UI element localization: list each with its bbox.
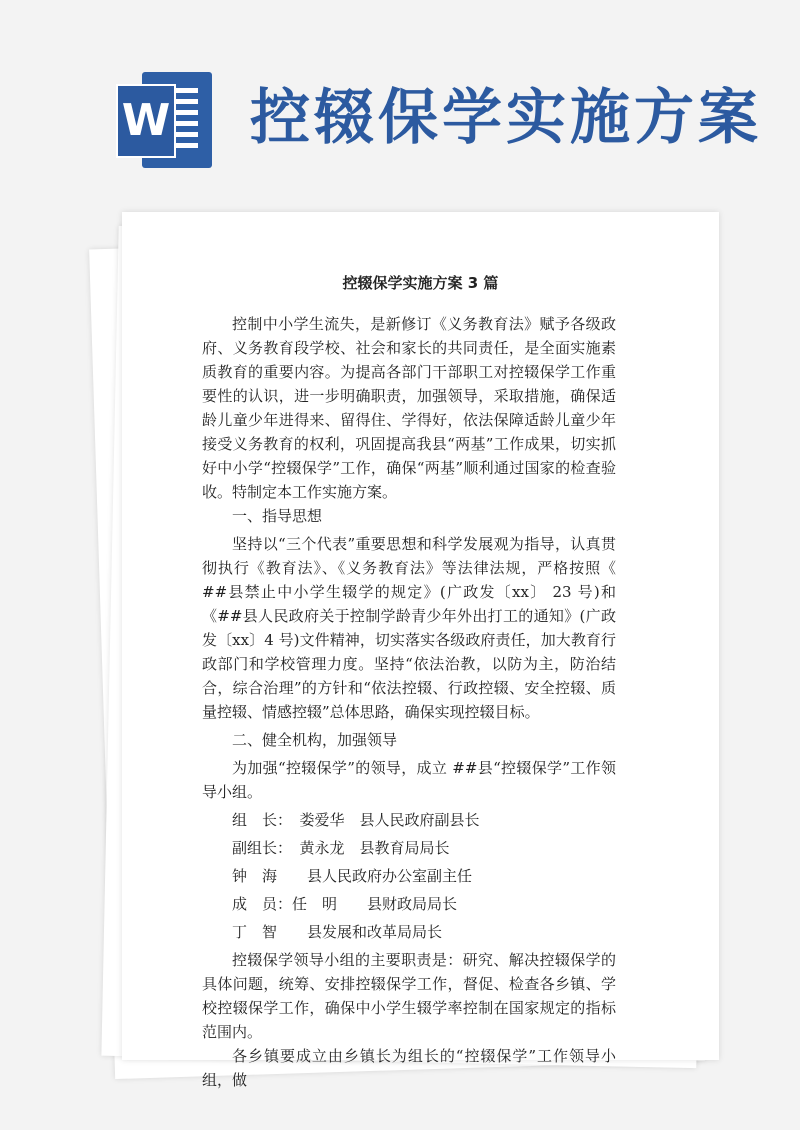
paragraph: 控辍保学领导小组的主要职责是：研究、解决控辍保学的具体问题，统筹、安排控辍保学工作，督促、检查各乡镇、学校控辍保学工作，确保中小学生辍学率控制在国家规定的指标范围内。 bbox=[202, 951, 616, 1041]
word-badge: W bbox=[116, 84, 176, 158]
document-page bbox=[122, 212, 719, 1089]
paragraph: 为加强“控辍保学”的领导，成立 ##县“控辍保学”工作领导小组。 bbox=[202, 759, 616, 801]
section-heading: 一、指导思想 bbox=[232, 507, 323, 525]
document-title: 控辍保学实施方案 3 篇 bbox=[342, 274, 499, 292]
paragraph: 坚持以“三个代表”重要思想和科学发展观为指导，认真贯彻执行《教育法》、《义务教育法》等法律法规，严格按照《 ##县禁止中小学生辍学的规定》(广政发〔xx〕 23 号)和《##县人民政府关于控制学龄青少年外出打工的通知》(广政发〔xx〕4 号)文件精神，切实落实各级政府责任，加大教育行政部门和学校管理力度。坚持“依法治教，以防为主，防治结合，综合治理”的方针和“依法控辍、行政控辍、安全控辍、质量控辍、情感控辍”总体思路，确保实现控辍目标。 bbox=[202, 535, 616, 721]
paragraph: 控制中小学生流失，是新修订《义务教育法》赋予各级政府、义务教育段学校、社会和家长的共同责任，是全面实施素质教育的重要内容。为提高各部门干部职工对控辍保学工作重要性的认识，进一步明确职责，加强领导，采取措施，确保适龄儿童少年进得来、留得住、学得好，依法保障适龄儿童少年接受义务教育的权利，巩固提高我县“两基”工作成果，切实抓好中小学“控辍保学”工作，确保“两基”顺利通过国家的检查验收。特制定本工作实施方案。 bbox=[202, 315, 616, 501]
member-line: 组 长： 娄爱华 县人民政府副县长 bbox=[232, 811, 480, 829]
member-line: 丁 智 县发展和改革局局长 bbox=[232, 923, 443, 941]
member-line: 钟 海 县人民政府办公室副主任 bbox=[232, 867, 473, 885]
document-body bbox=[202, 312, 616, 1092]
page-title: 控辍保学实施方案 bbox=[250, 83, 762, 153]
section-heading: 二、健全机构，加强领导 bbox=[232, 731, 398, 749]
member-line: 成 员：任 明 县财政局局长 bbox=[232, 895, 458, 913]
header bbox=[0, 0, 800, 200]
member-line: 副组长： 黄永龙 县教育局局长 bbox=[232, 839, 450, 857]
word-icon bbox=[116, 72, 212, 168]
paragraph: 各乡镇要成立由乡镇长为组长的“控辍保学”工作领导小组，做 bbox=[202, 1047, 616, 1089]
